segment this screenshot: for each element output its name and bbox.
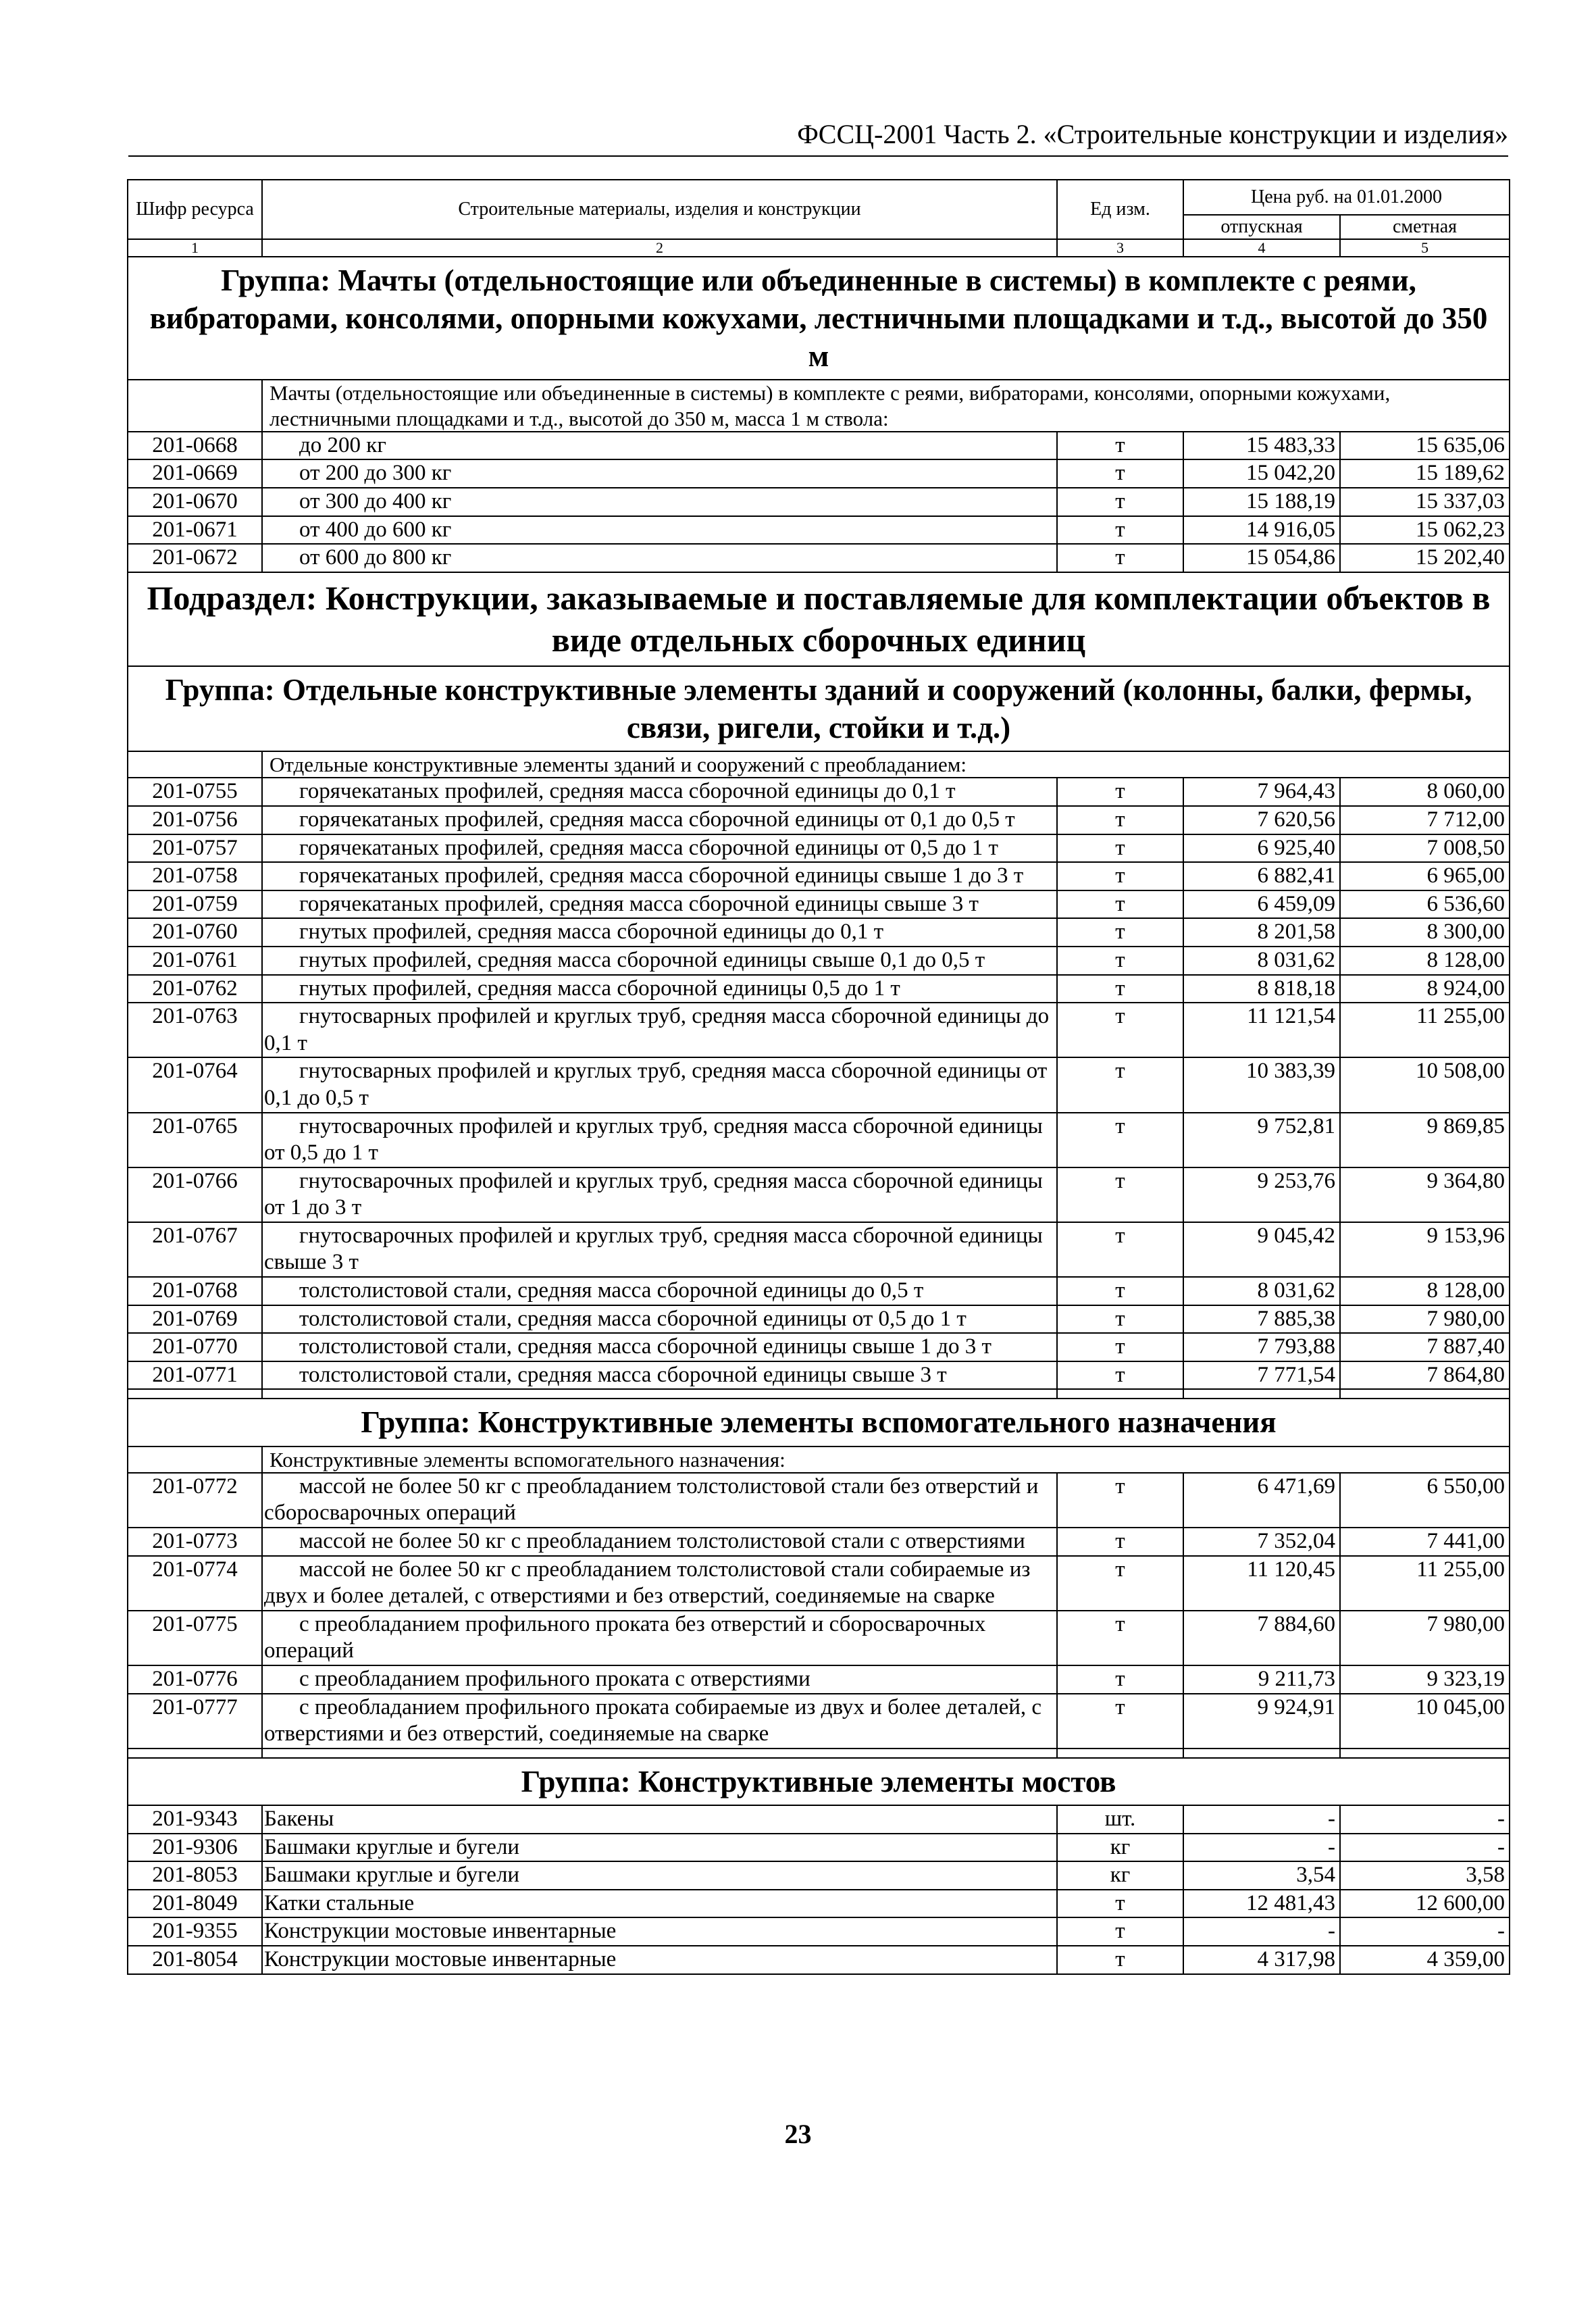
group-title: Группа: Конструктивные элементы вспомогательного назначения: [128, 1399, 1510, 1446]
resource-code: 201-8053: [128, 1861, 262, 1890]
table-row: [128, 1694, 1510, 1749]
resource-code: 201-0669: [128, 459, 262, 488]
resource-name: толстолистовой стали, средняя масса сборочной единицы до 0,5 т: [262, 1277, 1057, 1305]
resource-name: Конструкции мостовые инвентарные: [262, 1946, 1057, 1974]
price-release: 9 253,76: [1183, 1167, 1340, 1222]
price-estimate: 10 045,00: [1340, 1694, 1510, 1749]
price-release: 15 042,20: [1183, 459, 1340, 488]
price-estimate: 8 924,00: [1340, 975, 1510, 1003]
price-release: 8 031,62: [1183, 1277, 1340, 1305]
resource-name: толстолистовой стали, средняя масса сборочной единицы от 0,5 до 1 т: [262, 1305, 1057, 1334]
resource-name: Катки стальные: [262, 1890, 1057, 1918]
col-price-release-header: отпускная: [1183, 215, 1340, 239]
resource-name: гнутосварочных профилей и круглых труб, средняя масса сборочной единицы от 0,5 до 1 т: [262, 1113, 1057, 1167]
resource-unit: кг: [1057, 1861, 1183, 1890]
price-estimate: -: [1340, 1805, 1510, 1834]
group-title: Группа: Мачты (отдельностоящие или объединенные в системы) в комплекте с реями, вибраторами, консолями, опорными кожухами, лестничными площадками и т.д., высотой до 350 м: [128, 257, 1510, 380]
price-release: 7 352,04: [1183, 1528, 1340, 1556]
table-row: [128, 918, 1510, 947]
resource-unit: т: [1057, 1361, 1183, 1390]
table-row: [128, 975, 1510, 1003]
column-number: 2: [262, 239, 1057, 257]
price-release: 8 818,18: [1183, 975, 1340, 1003]
table-row: [128, 834, 1510, 863]
price-estimate: -: [1340, 1917, 1510, 1946]
resource-name: до 200 кг: [262, 432, 1057, 460]
col-price-estimate-header: сметная: [1340, 215, 1510, 239]
subsection-block: [128, 572, 1510, 666]
resource-code: 201-0762: [128, 975, 262, 1003]
price-estimate: 12 600,00: [1340, 1890, 1510, 1918]
price-release: 7 884,60: [1183, 1611, 1340, 1665]
resource-code: 201-0761: [128, 947, 262, 975]
resource-name: горячекатаных профилей, средняя масса сборочной единицы от 0,5 до 1 т: [262, 834, 1057, 863]
resource-unit: т: [1057, 1528, 1183, 1556]
resource-code: 201-0763: [128, 1003, 262, 1057]
table-row: [128, 1861, 1510, 1890]
table-row: [128, 1528, 1510, 1556]
resource-code: 201-0759: [128, 890, 262, 919]
table-row: [128, 1665, 1510, 1694]
resource-name: массой не более 50 кг с преобладанием толстолистовой стали без отверстий и сборосварочных операций: [262, 1473, 1057, 1528]
resource-code: 201-0772: [128, 1473, 262, 1528]
resource-code: 201-0765: [128, 1113, 262, 1167]
resource-name: толстолистовой стали, средняя масса сборочной единицы свыше 1 до 3 т: [262, 1333, 1057, 1361]
resource-code: 201-0671: [128, 516, 262, 545]
subsection-title: Подраздел: Конструкции, заказываемые и поставляемые для комплектации объектов в виде отдельных сборочных единиц: [128, 572, 1510, 666]
price-release: 9 211,73: [1183, 1665, 1340, 1694]
price-estimate: 7 980,00: [1340, 1611, 1510, 1665]
price-release: 7 771,54: [1183, 1361, 1340, 1390]
resource-name: от 400 до 600 кг: [262, 516, 1057, 545]
resource-unit: т: [1057, 1694, 1183, 1749]
resource-code: 201-8054: [128, 1946, 262, 1974]
table-row: [128, 1222, 1510, 1277]
price-estimate: 9 153,96: [1340, 1222, 1510, 1277]
price-release: 10 383,39: [1183, 1057, 1340, 1112]
resource-name: Бакены: [262, 1805, 1057, 1834]
price-estimate: 8 128,00: [1340, 947, 1510, 975]
resource-unit: т: [1057, 432, 1183, 460]
price-release: 12 481,43: [1183, 1890, 1340, 1918]
price-estimate: 6 550,00: [1340, 1473, 1510, 1528]
resource-name: от 600 до 800 кг: [262, 544, 1057, 572]
resource-name: гнутосварных профилей и круглых труб, средняя масса сборочной единицы до 0,1 т: [262, 1003, 1057, 1057]
group-masts: [128, 257, 1510, 572]
table-row: [128, 1805, 1510, 1834]
group-title: Группа: Отдельные конструктивные элементы зданий и сооружений (колонны, балки, фермы, связи, ригели, стойки и т.д.): [128, 666, 1510, 752]
price-release: -: [1183, 1834, 1340, 1862]
table-row: [128, 516, 1510, 545]
resource-name: толстолистовой стали, средняя масса сборочной единицы свыше 3 т: [262, 1361, 1057, 1390]
price-estimate: -: [1340, 1834, 1510, 1862]
price-estimate: 15 202,40: [1340, 544, 1510, 572]
resource-name: с преобладанием профильного проката собираемые из двух и более деталей, с отверстиями и без отверстий, соединяемые на сварке: [262, 1694, 1057, 1749]
resource-unit: т: [1057, 1556, 1183, 1611]
table-row: [128, 488, 1510, 516]
column-number: 3: [1057, 239, 1183, 257]
table-row: [128, 1611, 1510, 1665]
resource-unit: т: [1057, 806, 1183, 834]
resource-unit: т: [1057, 1057, 1183, 1112]
price-estimate: 4 359,00: [1340, 1946, 1510, 1974]
resource-unit: т: [1057, 778, 1183, 806]
table-row: [128, 1057, 1510, 1112]
price-estimate: 8 060,00: [1340, 778, 1510, 806]
resource-name: Башмаки круглые и бугели: [262, 1861, 1057, 1890]
price-estimate: 11 255,00: [1340, 1556, 1510, 1611]
resource-code: 201-0777: [128, 1694, 262, 1749]
resource-unit: т: [1057, 1473, 1183, 1528]
price-estimate: 8 300,00: [1340, 918, 1510, 947]
price-estimate: 7 980,00: [1340, 1305, 1510, 1334]
table-row: [128, 459, 1510, 488]
table-row: [128, 432, 1510, 460]
price-estimate: 9 869,85: [1340, 1113, 1510, 1167]
table-row: [128, 1333, 1510, 1361]
price-release: 11 120,45: [1183, 1556, 1340, 1611]
price-release: 8 201,58: [1183, 918, 1340, 947]
resource-code: 201-0768: [128, 1277, 262, 1305]
resource-code: 201-0672: [128, 544, 262, 572]
resource-code: 201-0668: [128, 432, 262, 460]
resource-unit: т: [1057, 1167, 1183, 1222]
price-estimate: 9 364,80: [1340, 1167, 1510, 1222]
price-release: 9 924,91: [1183, 1694, 1340, 1749]
price-estimate: 15 062,23: [1340, 516, 1510, 545]
price-estimate: 7 008,50: [1340, 834, 1510, 863]
table-row: [128, 1473, 1510, 1528]
table-row: [128, 862, 1510, 890]
col-unit-header: Ед изм.: [1057, 180, 1183, 239]
price-estimate: 6 965,00: [1340, 862, 1510, 890]
resource-name: горячекатаных профилей, средняя масса сборочной единицы свыше 3 т: [262, 890, 1057, 919]
resource-name: горячекатаных профилей, средняя масса сборочной единицы до 0,1 т: [262, 778, 1057, 806]
resource-code: 201-0770: [128, 1333, 262, 1361]
resource-code: 201-0757: [128, 834, 262, 863]
price-estimate: 7 887,40: [1340, 1333, 1510, 1361]
resource-code: 201-0767: [128, 1222, 262, 1277]
resource-unit: т: [1057, 918, 1183, 947]
resource-name: гнутосварных профилей и круглых труб, средняя масса сборочной единицы от 0,1 до 0,5 т: [262, 1057, 1057, 1112]
resource-code: 201-0766: [128, 1167, 262, 1222]
table-row: [128, 1556, 1510, 1611]
resource-code: 201-0755: [128, 778, 262, 806]
col-code-header: Шифр ресурса: [128, 180, 262, 239]
resource-unit: т: [1057, 1946, 1183, 1974]
resource-name: гнутых профилей, средняя масса сборочной единицы до 0,1 т: [262, 918, 1057, 947]
resource-unit: т: [1057, 1305, 1183, 1334]
resource-name: от 300 до 400 кг: [262, 488, 1057, 516]
table-row: [128, 1277, 1510, 1305]
price-release: 6 882,41: [1183, 862, 1340, 890]
price-table: [127, 179, 1510, 1975]
price-release: 9 752,81: [1183, 1113, 1340, 1167]
resource-unit: т: [1057, 459, 1183, 488]
price-release: 8 031,62: [1183, 947, 1340, 975]
resource-code: 201-9343: [128, 1805, 262, 1834]
resource-code: 201-0773: [128, 1528, 262, 1556]
col-price-header: Цена руб. на 01.01.2000: [1183, 180, 1510, 215]
col-name-header: Строительные материалы, изделия и конструкции: [262, 180, 1057, 239]
page-number: 23: [784, 2119, 812, 2149]
resource-unit: т: [1057, 975, 1183, 1003]
resource-unit: т: [1057, 516, 1183, 545]
price-estimate: 7 712,00: [1340, 806, 1510, 834]
resource-name: с преобладанием профильного проката без отверстий и сборосварочных операций: [262, 1611, 1057, 1665]
table-row: [128, 544, 1510, 572]
price-estimate: 9 323,19: [1340, 1665, 1510, 1694]
resource-code: 201-8049: [128, 1890, 262, 1918]
price-release: 4 317,98: [1183, 1946, 1340, 1974]
column-number: 5: [1340, 239, 1510, 257]
price-release: 7 885,38: [1183, 1305, 1340, 1334]
resource-code: 201-0758: [128, 862, 262, 890]
resource-unit: т: [1057, 488, 1183, 516]
price-release: -: [1183, 1917, 1340, 1946]
resource-name: горячекатаных профилей, средняя масса сборочной единицы свыше 1 до 3 т: [262, 862, 1057, 890]
table-row: [128, 947, 1510, 975]
resource-unit: шт.: [1057, 1805, 1183, 1834]
resource-unit: т: [1057, 947, 1183, 975]
table-row: [128, 1834, 1510, 1862]
group-structural-elements: [128, 666, 1510, 1399]
resource-unit: т: [1057, 544, 1183, 572]
resource-name: гнутых профилей, средняя масса сборочной единицы 0,5 до 1 т: [262, 975, 1057, 1003]
resource-code: 201-0771: [128, 1361, 262, 1390]
resource-unit: т: [1057, 890, 1183, 919]
price-estimate: 7 864,80: [1340, 1361, 1510, 1390]
group-intro: Отдельные конструктивные элементы зданий и сооружений с преобладанием:: [262, 751, 1510, 778]
resource-code: 201-9306: [128, 1834, 262, 1862]
price-release: 15 054,86: [1183, 544, 1340, 572]
table-row: [128, 1361, 1510, 1390]
price-release: 7 793,88: [1183, 1333, 1340, 1361]
group-auxiliary-elements: [128, 1399, 1510, 1757]
table-row: [128, 1003, 1510, 1057]
price-estimate: 8 128,00: [1340, 1277, 1510, 1305]
resource-code: 201-0764: [128, 1057, 262, 1112]
table-row: [128, 1890, 1510, 1918]
resource-code: 201-0769: [128, 1305, 262, 1334]
resource-code: 201-0756: [128, 806, 262, 834]
group-intro: Мачты (отдельностоящие или объединенные в системы) в комплекте с реями, вибраторами, консолями, опорными кожухами, лестничными площадками и т.д., высотой до 350 м, масса 1 м ствола:: [262, 380, 1510, 431]
price-release: 15 188,19: [1183, 488, 1340, 516]
resource-unit: т: [1057, 1333, 1183, 1361]
column-number: 4: [1183, 239, 1340, 257]
table-row: [128, 890, 1510, 919]
resource-unit: т: [1057, 1277, 1183, 1305]
price-estimate: 15 635,06: [1340, 432, 1510, 460]
resource-name: гнутосварочных профилей и круглых труб, средняя масса сборочной единицы от 1 до 3 т: [262, 1167, 1057, 1222]
column-numbers-row: [128, 239, 1510, 257]
resource-code: 201-0760: [128, 918, 262, 947]
table-row: [128, 1946, 1510, 1974]
resource-name: с преобладанием профильного проката с отверстиями: [262, 1665, 1057, 1694]
price-release: 7 964,43: [1183, 778, 1340, 806]
price-release: 7 620,56: [1183, 806, 1340, 834]
table-row: [128, 1305, 1510, 1334]
resource-code: 201-0774: [128, 1556, 262, 1611]
table-row: [128, 778, 1510, 806]
price-estimate: 15 189,62: [1340, 459, 1510, 488]
resource-name: массой не более 50 кг с преобладанием толстолистовой стали собираемые из двух и более деталей, с отверстиями и без отверстий, соединяемые на сварке: [262, 1556, 1057, 1611]
price-estimate: 3,58: [1340, 1861, 1510, 1890]
resource-code: 201-0775: [128, 1611, 262, 1665]
resource-code: 201-0776: [128, 1665, 262, 1694]
group-intro: Конструктивные элементы вспомогательного назначения:: [262, 1447, 1510, 1473]
resource-name: гнутых профилей, средняя масса сборочной единицы свыше 0,1 до 0,5 т: [262, 947, 1057, 975]
table-head: [128, 180, 1510, 257]
column-number: 1: [128, 239, 262, 257]
resource-unit: т: [1057, 1113, 1183, 1167]
resource-name: массой не более 50 кг с преобладанием толстолистовой стали с отверстиями: [262, 1528, 1057, 1556]
table-row: [128, 1113, 1510, 1167]
price-estimate: 7 441,00: [1340, 1528, 1510, 1556]
price-release: 14 916,05: [1183, 516, 1340, 545]
resource-name: горячекатаных профилей, средняя масса сборочной единицы от 0,1 до 0,5 т: [262, 806, 1057, 834]
resource-code: 201-0670: [128, 488, 262, 516]
resource-name: от 200 до 300 кг: [262, 459, 1057, 488]
price-estimate: 11 255,00: [1340, 1003, 1510, 1057]
price-release: 11 121,54: [1183, 1003, 1340, 1057]
price-release: 9 045,42: [1183, 1222, 1340, 1277]
price-release: 6 925,40: [1183, 834, 1340, 863]
resource-unit: т: [1057, 1003, 1183, 1057]
resource-code: 201-9355: [128, 1917, 262, 1946]
price-release: 15 483,33: [1183, 432, 1340, 460]
price-release: 6 471,69: [1183, 1473, 1340, 1528]
resource-name: гнутосварочных профилей и круглых труб, средняя масса сборочной единицы свыше 3 т: [262, 1222, 1057, 1277]
price-estimate: 10 508,00: [1340, 1057, 1510, 1112]
resource-unit: т: [1057, 1611, 1183, 1665]
table-row: [128, 1917, 1510, 1946]
resource-unit: т: [1057, 1917, 1183, 1946]
resource-unit: т: [1057, 834, 1183, 863]
price-release: 6 459,09: [1183, 890, 1340, 919]
page-header: ФССЦ-2001 Часть 2. «Строительные конструкции и изделия»: [128, 118, 1508, 157]
resource-unit: т: [1057, 1890, 1183, 1918]
resource-unit: т: [1057, 1665, 1183, 1694]
group-title: Группа: Конструктивные элементы мостов: [128, 1758, 1510, 1805]
price-estimate: 6 536,60: [1340, 890, 1510, 919]
resource-name: Конструкции мостовые инвентарные: [262, 1917, 1057, 1946]
resource-unit: т: [1057, 862, 1183, 890]
resource-unit: кг: [1057, 1834, 1183, 1862]
price-release: 3,54: [1183, 1861, 1340, 1890]
table-row: [128, 806, 1510, 834]
group-bridge-elements: [128, 1758, 1510, 1974]
table-row: [128, 1167, 1510, 1222]
resource-unit: т: [1057, 1222, 1183, 1277]
price-estimate: 15 337,03: [1340, 488, 1510, 516]
resource-name: Башмаки круглые и бугели: [262, 1834, 1057, 1862]
price-release: -: [1183, 1805, 1340, 1834]
